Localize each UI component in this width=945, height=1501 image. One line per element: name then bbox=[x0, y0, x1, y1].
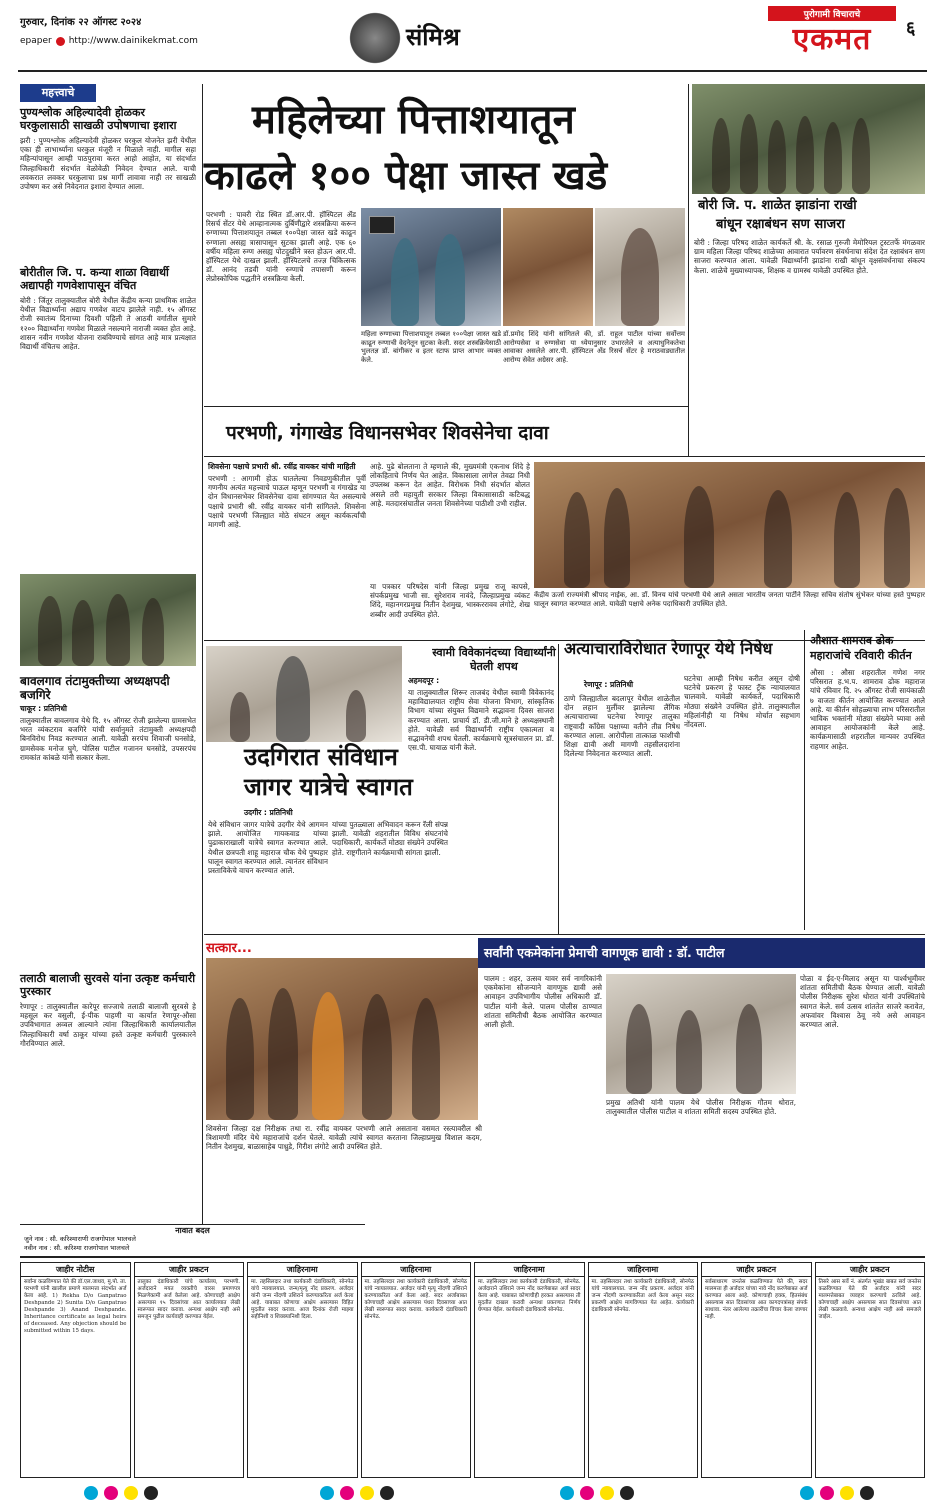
patil-photo bbox=[606, 974, 796, 1094]
lower-top-rule bbox=[204, 934, 925, 935]
surgery-photo bbox=[361, 208, 501, 326]
epaper-line bbox=[20, 36, 198, 46]
satkar-label: सत्कार... bbox=[206, 941, 252, 956]
story3-body: तालुक्यातील बावलगाव येथे दि. १५ ऑगस्ट रोजी झालेल्या ग्रामसभेत भरत व्यंकटराव बजगिरे यांची सर्वानुमते तंटामुक्ती अध्यक्षपदी बिनविरोध निवड करण्यात आली. यावेळी सरपंच शिवाजी घनसोडे, ग्रामसेवक मनोज घुगे, पोलिस पाटील गजानन घनसोडे, उपसरपंच रामकांत कांबळे यांनी सत्कार केला. bbox=[20, 716, 196, 762]
legal-notice bbox=[20, 1262, 131, 1478]
samvidhan-body-2: यांच्या पुतळ्याला अभिवादन करून रॅली संपन्न झाली. यावेळी शहरातील विविध संघटनांचे पदाधिकारी, कार्यकर्ते मोठ्या संख्येने उपस्थित होते. राष्ट्रगीताने कार्यक्रमाची सांगता झाली. bbox=[332, 820, 448, 857]
story2-headline: बोरीतील जि. प. कन्या शाळा विद्यार्थी अद्यापही गणवेशापासून वंचित bbox=[20, 266, 169, 292]
aushat-headline-line2: महाराजांचे रविवारी कीर्तन bbox=[810, 649, 912, 662]
oath-divider bbox=[558, 644, 559, 934]
patil-headline: सर्वांनी एकमेकांना प्रेमाची वागणूक द्यावी : डॉ. पाटील bbox=[484, 945, 725, 960]
story4-headline: तलाठी बालाजी सुरवसे यांना उत्कृष्ट कर्मचारी पुरस्कार bbox=[20, 972, 196, 998]
rakhi-headline-line2: बांधून रक्षाबंधन सण साजरा bbox=[716, 217, 845, 232]
oath-body: या तालुक्यातील शिरूर ताजबंद येथील स्वामी विवेकानंद महाविद्यालयात राष्ट्रीय सेवा योजना विभाग, सांस्कृतिक विभाग यांच्या संयुक्त विद्यमाने सद्भावना दिवस साजरा करण्यात आला. प्राचार्य डॉ. डी.जी.माने हे अध्यक्षस्थानी होते. यावेळी सर्व विद्यार्थ्यांनी राष्ट्रीय एकात्मता व सद्भावनेची शपथ घेतली. कार्यक्रमाचे सूत्रसंचालन प्रा. डॉ. एस.पी. घायाळ यांनी केले. bbox=[408, 688, 554, 753]
statue-photo bbox=[206, 646, 402, 742]
legal-notice-body: सर्वसाधारण जनतेस कळविण्यात येते की, सदर मालमत्ता ही अर्जदार यांच्या नावे नोंद करणेबाबत अर्ज करण्यात आला आहे. कोणाचाही हक्क, हितसंबंध असल्यास सात दिवसांच्या आत कागदपत्रांसह संपर्क साधावा. नंतर आलेल्या तक्रारींचा विचार केला जाणार नाही. bbox=[705, 1279, 808, 1320]
masthead bbox=[0, 0, 945, 82]
oath-byline: अहमदपूर : bbox=[408, 676, 440, 685]
legal-notice bbox=[134, 1262, 245, 1478]
stones-photo bbox=[503, 208, 593, 326]
samvidhan-headline-line2: जागर यात्रेचे स्वागत bbox=[244, 773, 413, 801]
doctor-caption: डॉ.प्रमोद शिंदे यांनी सांगितले की, डॉ. राहूल पाटील यांच्या सर्वोत्तम आरोग्यसेवा व रुग्णसेवा या ध्येयानुसार उभारलेले व अत्याधुनिकतेचा आवाका असलेले आर.पी. हॉस्पिटल अँड रिसर्च सेंटर हे मराठवाड्यातील आरोग्य सेवेत अग्रेसर आहे. bbox=[503, 330, 685, 364]
top-story-bottom-rule bbox=[204, 406, 688, 407]
brand-logo bbox=[768, 6, 896, 64]
legal-notice-title: जाहिरनामा bbox=[589, 1263, 698, 1277]
legal-notice-title: जाहीर प्रकटन bbox=[702, 1263, 811, 1277]
legal-notice bbox=[701, 1262, 812, 1478]
legal-notice bbox=[361, 1262, 472, 1478]
legal-notice-title: जाहीर प्रकटन bbox=[135, 1263, 244, 1277]
name-change-old: जुने नाव : सौ. करिश्माराणी राजगोपाल भालचले bbox=[24, 1235, 136, 1243]
name-change-new: नवीन नाव : सौ. करिश्मा राजगोपाल भालचले bbox=[24, 1244, 130, 1252]
satkar-caption: शिवसेना जिल्हा दक्ष निरीक्षक तथा रा. रवींद्र वायकर परभणी आले असताना वसमत रस्त्यावरील श्री त्रिशामणी मंदिर येथे महाराजांचे दर्शन घेतले. यावेळी त्यांचे स्वागत करताना जिल्हाप्रमुख विशाल कदम, नितीन देशमुख, बाळासाहेब पाथ्रुडे, गिरीश लंगोटे आदी उपस्थित होते. bbox=[206, 1124, 482, 1152]
renapur-headline: अत्याचाराविरोधात रेणापूर येथे निषेध bbox=[564, 639, 773, 658]
shivsena-body-2: आहे. पुढे बोलताना ते म्हणाले की, मुख्यमंत्री एकनाथ शिंदे हे लोकहिताचे निर्णय घेत आहेत. विकासाला लागेल तेवढा निधी उपलब्ध करून देत आहेत. विरोधक निधी संदर्भात बोलत असले तरी महायुती सरकार जिल्हा विकासासाठी कटिबद्ध आहे. मतदारसंघातील जनता शिवसेनेच्या पाठीशी उभी राहील. bbox=[370, 462, 530, 508]
shivsena-top-rule bbox=[204, 456, 925, 457]
top-story-divider bbox=[688, 84, 689, 456]
legal-notice-title: जाहिरनामा bbox=[248, 1263, 357, 1277]
legal-notice-body: मा. तहसिलदार तथा कार्यकारी दंडाधिकारी, सोनपेठ यांचे न्यायालयात. जन्म नोंद प्रकरण. अर्जदार यांनी जन्म नोंदणी करण्याकरिता अर्ज केला असून सदर प्रकरणी आक्षेप मागविण्यात येत आहेत. कार्यकारी दंडाधिकारी सोनपेठ. bbox=[591, 1279, 694, 1313]
rakhi-photo bbox=[692, 84, 925, 194]
story3-headline: बावलगाव तंटामुक्तीच्या अध्यक्षपदी बजगिरे bbox=[20, 674, 170, 702]
legal-notice bbox=[247, 1262, 358, 1478]
oath-headline: स्वामी विवेकानंदच्या विद्यार्थ्यांनी घेतली शपथ bbox=[432, 646, 556, 673]
section-tag: महत्त्वाचे bbox=[20, 84, 96, 102]
renapur-body-2: घटनेचा आम्ही निषेध करीत असून दोषी घटनेचे प्रकरण हे फास्ट ट्रॅक न्यायालयात चालवावे. यावेळी कार्यकर्ते, पदाधिकारी मोठ्या संख्येने उपस्थित होते. तालुक्यातील महिलांनीही या निषेध मोर्चात सहभाग नोंदवला. bbox=[684, 674, 800, 730]
shivsena-photo-caption: केंद्रीय ऊर्जा राज्यमंत्री श्रीपाद नाईक, आ. डॉ. विनय यांचे परभणी येथे आले असता भारतीय जनता पार्टीने जिल्हा सचिव संतोष सुंभेकर यांच्या हस्ते पुष्पहार घालून स्वागत करण्यात आले. यावेळी पक्षाचे अनेक पदाधिकारी उपस्थित होते. bbox=[534, 591, 925, 608]
story2-body: बोरी : जिंतूर तालुक्यातील बोरी येथील केंद्रीय कन्या प्राथमिक शाळेत येथील विद्यार्थ्यांना अद्याप गणवेश वाटप झालेले नाही. १५ ऑगस्ट रोजी स्वातंत्र्य दिनाच्या दिवशी पहिली ते आठवी वर्गातील सुमारे १२०० विद्यार्थ्यांना गणवेश मिळाले नसल्याने नाराजी व्यक्त होत आहे. शासन नवीन गणवेश योजना राबविण्याचे सांगत आहे मात्र प्रत्यक्षात विद्यार्थी वंचितच आहेत. bbox=[20, 296, 196, 352]
top-story-body: परभणी : पावरी रोड स्थित डॉ.आर.पी. हॉस्पिटल ॲड रिसर्च सेंटर येथे आव्हानात्मक दुर्बिणीद्वारे शस्त्रक्रिया करून रुग्णाच्या पित्ताशयातून तब्बल १००पेक्षा जास्त खडे काढून रुग्णाला असह्य त्रासापासून सुटका झाली आहे. एक ६० वर्षीय महिला रुग्ण असह्य पोटदुखीने त्रस्त होऊन आर.पी. हॉस्पिटल येथे दाखल झाली. हॉस्पिटलचे तज्ज्ञ चिकित्सक डॉ. आनंद तडवी यांनी रुग्णाचे तपासणी करून लेप्रोस्कोपिक पद्धतीने शस्त्रक्रिया केली. bbox=[206, 210, 356, 284]
rakhi-headline-line1: बोरी जि. प. शाळेत झाडांना राखी bbox=[698, 198, 857, 213]
left-column bbox=[20, 84, 200, 1274]
shivsena-body-1: परभणी : आगामी होऊ घातलेल्या निवडणुकीतील पूर्वी गणनीय अत्यंत महत्त्वाचे पाऊल म्हणून परभणी व गंगाखेड या दोन विधानसभेवर शिवसेनेचा दावा सांगण्यात येत असल्याचे पक्षाचे प्रभारी श्री. रवींद्र वायकर यांनी सांगितले. शिवसेना पक्षाचे परभणी जिल्ह्यात मोठे संघटन असून कार्यकर्त्यांची मागणी आहे. bbox=[208, 474, 366, 530]
date-line: गुरुवार, दिनांक २२ ऑगस्ट २०२४ bbox=[20, 17, 142, 28]
story1-body: झरी : पुण्यश्लोक अहिल्यादेवी होळकर घरकुल योजनेत झरी येथील एका ही लाभार्थ्यांना घरकुल मंजूरी न मिळाले नाही. मागील सहा महिन्यांपासून आम्ही पाठपुरावा करत आहो आहोत, या संदर्भात जिल्हाधिकारी संदर्भात वेळोवेळी निवेदन देण्यात आले. याची लवकरात लवकर घरकुलाचा प्रश्न मार्गी लावावा नाही तर साखळी उपोषण कर असे निवेदनात इशारा देण्यात आला. bbox=[20, 136, 196, 192]
story1-headline: पुण्यश्लोक अहिल्यादेवी होळकर घरकुलासाठी साखळी उपोषणाचा इशारा bbox=[20, 106, 177, 132]
patil-headline-bar bbox=[478, 938, 925, 968]
legal-notice-body: मा. तहसिलदार तथा कार्यकारी दंडाधिकारी, सोनपेठ. अर्जदाराने उशिराने जन्म नोंद करणेबाबत अर्ज सादर केला आहे. याबाबत कोणाचीही हरकत असल्यास ती मुदतीत दाखल करावी अन्यथा प्रकरणात निर्णय घेण्यात येईल. कार्यकारी दंडाधिकारी सोनपेठ. bbox=[478, 1279, 581, 1313]
aushat-headline-line1: औशात शामराव ढोक bbox=[810, 634, 894, 647]
story2-photo bbox=[20, 574, 196, 666]
shivsena-photo bbox=[534, 462, 925, 588]
legal-notice bbox=[474, 1262, 585, 1478]
renapur-body-1: ठाणे जिल्ह्यातील बदलापूर येथील शाळेतील दोन लहान मुलींवर झालेल्या लैंगिक अत्याचाराच्या घटनेचा रेणापूर तालुका राष्ट्रवादी काँग्रेस पक्षाच्या वतीने तीव्र निषेध करण्यात आला. आरोपीला तात्काळ फाशीची शिक्षा द्यावी अशी मागणी तहसीलदारांना दिलेल्या निवेदनात करण्यात आली. bbox=[564, 694, 680, 759]
brand-name: एकमत bbox=[792, 22, 872, 57]
legal-notice-title: जाहीर नोटीस bbox=[21, 1263, 130, 1277]
shivsena-body-3: या पत्रकार परिषदेस यांनी जिल्हा प्रमुख राजू कापसे, संपर्कप्रमुख भाजी सा. सुरेशराव नावंदे, जिल्हाप्रमुख व्यंकट शिंदे, महानगरप्रमुख नितीन देशमुख, भास्कररावव लंगोटे, शेख शब्बीर आदी उपस्थित होते. bbox=[370, 582, 530, 619]
aushat-body: औसा : औसा शहरातील गणेश नगर परिसरात ह.भ.प. शामराव ढोक महाराज यांचे रविवार दि. २५ ऑगस्ट रोजी सायंकाळी ७ वाजता कीर्तन आयोजित करण्यात आले आहे. या कीर्तन सोहळ्याचा लाभ परिसरातील भाविक भक्तांनी मोठ्या संख्येने घ्यावा असे आवाहन आयोजकांनी केले आहे. कार्यक्रमासाठी शहरातील मान्यवर उपस्थित राहणार आहेत. bbox=[810, 668, 925, 751]
name-change-box bbox=[20, 1224, 365, 1252]
aushat-divider bbox=[804, 630, 805, 930]
shivsena-kicker: शिवसेना पक्षाचे प्रभारी श्री. रवींद्र वायकर यांची माहिती bbox=[208, 462, 356, 471]
satkar-photo bbox=[206, 958, 478, 1120]
patil-photo-caption: प्रमुख अतिथी यांनी पालम येथे पोलीस निरीक्षक गौतम थोरात, तालुक्यातील पोलीस पाटील व शांतता समिती सदस्य उपस्थित होते. bbox=[606, 1098, 796, 1117]
left-column-divider bbox=[202, 84, 203, 1224]
section-ornament bbox=[345, 10, 405, 66]
renapur-byline: रेणापूर : प्रतिनिधी bbox=[584, 680, 634, 689]
page-number: ६ bbox=[906, 18, 916, 39]
patil-body-1: पालम : शहर, उत्सव यावर सर्व नागरिकांनी एकमेकांना सौजन्याने वागणूक द्यावी असे आवाहन उपविभागीय पोलीस अधिकारी डॉ. पाटील यांनी केले. पालम पोलीस ठाण्यात शांतता समितीची बैठक आयोजित करण्यात आली होती. bbox=[484, 974, 602, 1030]
top-headline-line2: काढले १०० पेक्षा जास्त खडे bbox=[204, 153, 608, 199]
story4-body: रेणापूर : तालुक्यातील कारेपूर सज्जाचे तलाठी बालाजी सुरवसे हे महसूल कर वसुली, ई-पीक पाहणी या कार्यात रेणापूर-औसा उपविभागात अव्वल आल्याने त्यांना जिल्हाधिकारी कार्यालयातील जिल्हाधिकारी वर्षा ठाकूर यांच्या हस्ते उत्कृष्ट कर्मचारी पुरस्कारने गौरविण्यात आले. bbox=[20, 1002, 196, 1048]
top-headline-line1: महिलेच्या पित्ताशयातून bbox=[252, 97, 575, 143]
legal-notice bbox=[815, 1262, 926, 1478]
brand-tagline: पुरोगामी विचाराचे bbox=[768, 6, 896, 21]
doctor-photo bbox=[595, 208, 685, 326]
samvidhan-body-1: येथे संविधान जागर यात्रेचे उदगीर येथे आगमन झाले. आयोजित गायकवाड यांच्या पुढाकाराखाली यात्रेचे स्वागत करण्यात आले. येथील छत्रपती शाहू महाराज चौक येथे पुष्पहार घालून स्वागत करण्यात आले. त्यानंतर संविधान प्रस्ताविकेचे वाचन करण्यात आले. bbox=[208, 820, 328, 876]
legal-notice-title: जाहिरनामा bbox=[362, 1263, 471, 1277]
epaper-label: epaper bbox=[20, 36, 52, 46]
rakhi-body: बोरी : जिल्हा परिषद शाळेत कार्यकर्ते श्री. के. रसाळ गुरुजी मेमोरियल ट्रस्टतर्फे मंगळवार ग्राम महिला जिल्हा परिषद शाळेच्या आवारात पर्यावरण संवर्धनाचा संदेश देत रक्षाबंधन सण साजरा करण्यात आला. यावेळी विद्यार्थ्यांनी झाडांना राखी बांधून वृक्षसंवर्धनाचा संकल्प केला. शाळेचे मुख्याध्यापक, शिक्षक व ग्रामस्थ यावेळी उपस्थित होते. bbox=[694, 238, 925, 275]
legal-notice bbox=[588, 1262, 699, 1478]
legal-notice-title: जाहीर प्रकटन bbox=[816, 1263, 925, 1277]
shivsena-headline: परभणी, गंगाखेड विधानसभेवर शिवसेनेचा दावा bbox=[226, 422, 549, 444]
notices-top-rule bbox=[20, 1256, 925, 1258]
epaper-url[interactable]: http://www.dainikekmat.com bbox=[68, 36, 198, 46]
samvidhan-headline-line1: उदगिरात संविधान bbox=[244, 743, 398, 771]
surgery-caption: महिला रुग्णाच्या पित्ताशयातून तब्बल १००पेक्षा जास्त खडे काढून रुग्णाची वेदनेतून सुटका केली. सदर शस्त्रक्रियेसाठी भुलतज्ञ डॉ. बांगीकर व इतर स्टाफ प्राप्त आभार व्यक्त केले. bbox=[361, 330, 501, 364]
legal-notice-body: सर्वांना कळविण्यात येते की डॉ.एल.जाधव, मु.पो. ता. परभणी यांनी खालील प्रमाणे मालमत्ता संदर्भात अर्ज केला आहे. 1) Rekha D/o Ganpatrao Deshpande 2) Sunita D/o Ganpatrao Deshpande 3) Anand Deshpande. Inheritance certificate as legal heirs of deceased. Any objection should be submitted within 15 days. bbox=[24, 1279, 127, 1334]
patil-body-2: पोळा व ईद-ए-मिलाद असून या पार्श्वभूमीवर शांतता समितीची बैठक घेण्यात आली. यावेळी पोलीस निरीक्षक सुरेश थोरात यांनी उपस्थितांचे स्वागत केले. सर्व उत्सव शांततेत साजरे करावेत, अफवांवर विश्वास ठेवू नये असे आवाहन करण्यात आले. bbox=[800, 974, 925, 1030]
legal-notice-body: तिसरे आस सर्वे नं. अंतर्गत भूखंड बाबत सर्व जनतेस कळविण्यात येते की अर्जदार यांनी सदर मालमत्तेबाबत व्यवहार करण्याचे ठरविले आहे. कोणाचाही आक्षेप असल्यास सात दिवसांच्या आत लेखी कळवावे. अन्यथा आक्षेप नाही असे समजले जाईल. bbox=[818, 1279, 921, 1320]
samvidhan-byline: उदगीर : प्रतिनिधी bbox=[244, 808, 293, 817]
name-change-title: नावात बदल bbox=[20, 1224, 365, 1236]
legal-notice-body: मा. तहसिलदार तथा कार्यकारी दंडाधिकारी, सोनपेठ यांचे न्यायालयात. जन्म/मृत्यू नोंद प्रकरण. अर्जदार यांनी जन्म नोंदणी उशिराने करण्याकरिता अर्ज केला आहे. याबाबत कोणाचा आक्षेप असल्यास विहित मुदतीत सादर करावा. आज दिनांक रोजी माझ्या सहीनिशी व शिक्क्यानिशी दिला. bbox=[251, 1279, 354, 1320]
globe-icon bbox=[56, 37, 65, 46]
story3-byline: चाकूर : प्रतिनिधी bbox=[20, 704, 67, 713]
section-title: संमिश्र bbox=[406, 23, 460, 51]
legal-notice-body: तालुका दंडाधिकारी यांचे कार्यालय, परभणी. अर्जदाराने मयत व्यक्तीचे वारस प्रमाणपत्र मिळणेकामी अर्ज केलेला आहे. कोणाचाही आक्षेप असल्यास १५ दिवसांच्या आत कार्यालयात लेखी स्वरूपात सादर करावा. अन्यथा आक्षेप नाही असे समजून पुढील कार्यवाही करण्यात येईल. bbox=[137, 1279, 240, 1320]
legal-notice-body: मा. तहसिलदार तथा कार्यकारी दंडाधिकारी, सोनपेठ यांचे न्यायालयात. अर्जदार यांनी मृत्यू नोंदणी उशिराने करण्याकरिता अर्ज केला आहे. सदर अर्जाबाबत कोणाचाही आक्षेप असल्यास पंधरा दिवसाच्या आत लेखी स्वरूपात सादर करावा. कार्यकारी दंडाधिकारी सोनपेठ. bbox=[364, 1279, 467, 1320]
masthead-rule bbox=[18, 70, 927, 72]
legal-notice-title: जाहिरनामा bbox=[475, 1263, 584, 1277]
